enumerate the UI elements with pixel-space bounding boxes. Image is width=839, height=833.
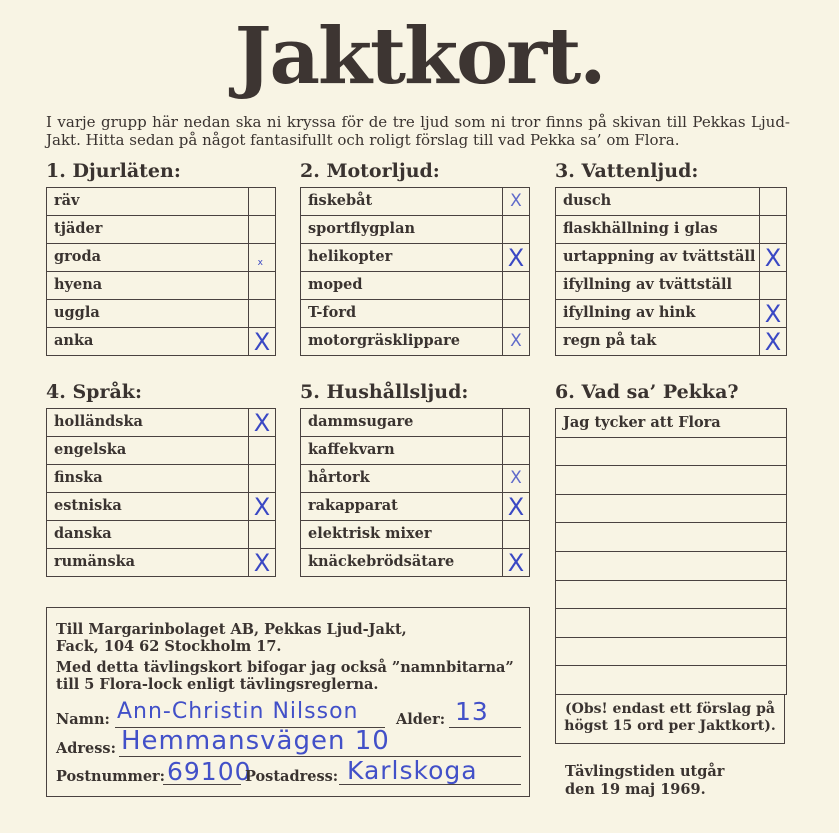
checkbox[interactable] [759, 216, 786, 243]
checkbox[interactable] [248, 272, 275, 299]
checkbox[interactable] [502, 437, 529, 464]
group-5-box [300, 408, 530, 577]
checkbox[interactable] [248, 437, 275, 464]
check-mark: X [253, 408, 271, 437]
item-label: estniska [54, 497, 122, 514]
zip-label: Postnummer: [56, 768, 166, 785]
checkbox[interactable] [248, 300, 275, 327]
item-label: engelska [54, 441, 127, 458]
list-item [556, 272, 786, 300]
check-mark: X [764, 327, 782, 356]
checkbox[interactable] [502, 465, 529, 492]
list-item [47, 409, 275, 437]
city-label: Postadress: [245, 768, 339, 785]
name-label: Namn: [56, 711, 110, 728]
checkbox[interactable] [248, 328, 275, 355]
checkbox[interactable] [502, 300, 529, 327]
deadline-line: den 19 maj 1969. [565, 781, 706, 798]
list-item [301, 437, 529, 465]
city-field[interactable]: Karlskoga [347, 756, 478, 785]
list-item [301, 465, 529, 493]
group-2-heading: 2. Motorljud: [300, 160, 440, 182]
group-3-box [555, 187, 787, 356]
checkbox[interactable] [248, 188, 275, 215]
check-mark: X [253, 492, 271, 521]
address-line: till 5 Flora-lock enligt tävlingsreglerna. [56, 676, 379, 693]
item-label: urtappning av tvättställ [563, 248, 756, 265]
list-item [47, 244, 275, 272]
item-label: helikopter [308, 248, 393, 265]
checkbox[interactable] [759, 188, 786, 215]
checkbox[interactable] [248, 521, 275, 548]
check-mark: X [764, 299, 782, 328]
list-item [301, 244, 529, 272]
street-field[interactable]: Hemmansvägen 10 [121, 726, 390, 756]
list-item [301, 300, 529, 328]
list-item [556, 328, 786, 356]
name-field[interactable]: Ann-Christin Nilsson [117, 699, 359, 724]
answer-line[interactable] [556, 552, 786, 581]
answer-line[interactable] [556, 523, 786, 552]
list-item [47, 272, 275, 300]
item-label: T-ford [308, 304, 357, 321]
item-label: dammsugare [308, 413, 414, 430]
list-item [301, 549, 529, 577]
item-label: kaffekvarn [308, 441, 395, 458]
list-item [47, 328, 275, 356]
list-item [301, 216, 529, 244]
item-label: räv [54, 192, 80, 209]
deadline-line: Tävlingstiden utgår [565, 763, 725, 780]
check-mark: X [510, 331, 522, 351]
checkbox[interactable] [248, 409, 275, 436]
age-underline [449, 727, 521, 728]
list-item [47, 465, 275, 493]
answer-line[interactable] [556, 466, 786, 495]
item-label: finska [54, 469, 103, 486]
list-item [301, 521, 529, 549]
check-mark: X [507, 492, 525, 521]
checkbox[interactable] [248, 216, 275, 243]
answer-line[interactable]: Jag tycker att Flora [556, 409, 786, 438]
item-label: hårtork [308, 469, 370, 486]
check-mark: x [257, 258, 263, 268]
list-item [556, 244, 786, 272]
checkbox[interactable] [248, 244, 275, 271]
item-label: elektrisk mixer [308, 525, 432, 542]
check-mark: X [253, 327, 271, 356]
address-box [46, 607, 530, 797]
address-line: Med detta tävlingskort bifogar jag också ”namnbitarna” [56, 659, 514, 676]
item-label: sportflygplan [308, 220, 416, 237]
check-mark: X [253, 548, 271, 577]
group-3-heading: 3. Vattenljud: [555, 160, 699, 182]
item-label: ifyllning av tvättställ [563, 276, 733, 293]
item-label: hyena [54, 276, 103, 293]
item-label: anka [54, 332, 94, 349]
check-mark: X [507, 548, 525, 577]
list-item [47, 216, 275, 244]
group-1-heading: 1. Djurläten: [46, 160, 181, 182]
pekka-answer-box [555, 408, 787, 695]
list-item [47, 437, 275, 465]
checkbox[interactable] [759, 272, 786, 299]
check-mark: X [510, 191, 522, 211]
list-item [47, 549, 275, 577]
checkbox[interactable] [502, 409, 529, 436]
item-label: motorgräsklippare [308, 332, 460, 349]
group-6-heading: 6. Vad sa’ Pekka? [555, 381, 739, 403]
answer-line[interactable] [556, 609, 786, 638]
checkbox[interactable] [759, 328, 786, 355]
check-mark: X [764, 243, 782, 272]
group-4-box [46, 408, 276, 577]
item-label: holländska [54, 413, 143, 430]
checkbox[interactable] [502, 549, 529, 576]
list-item [47, 521, 275, 549]
answer-line[interactable] [556, 638, 786, 667]
list-item [556, 300, 786, 328]
deadline-text [565, 763, 724, 799]
checkbox[interactable] [502, 272, 529, 299]
address-line: Till Margarinbolaget AB, Pekkas Ljud-Jakt, [56, 621, 407, 638]
checkbox[interactable] [502, 244, 529, 271]
checkbox[interactable] [502, 188, 529, 215]
item-label: danska [54, 525, 112, 542]
checkbox[interactable] [502, 521, 529, 548]
answer-line[interactable] [556, 438, 786, 467]
checkbox[interactable] [502, 216, 529, 243]
intro-text: I varje grupp här nedan ska ni kryssa för de tre ljud som ni tror finns på skivan till Pekkas Ljud-Jakt. Hitta sedan på något fantasifullt och roligt förslag till vad Pekka sa’ om Flora. [46, 113, 790, 149]
answer-line[interactable] [556, 495, 786, 524]
list-item [556, 216, 786, 244]
item-label: knäckebrödsätare [308, 553, 455, 570]
answer-line[interactable] [556, 666, 786, 695]
item-label: tjäder [54, 220, 103, 237]
checkbox[interactable] [759, 300, 786, 327]
checkbox[interactable] [248, 465, 275, 492]
zip-field[interactable]: 69100 [167, 757, 252, 786]
age-field[interactable]: 13 [455, 697, 489, 726]
item-label: groda [54, 248, 101, 265]
item-label: fiskebåt [308, 192, 373, 209]
item-label: flaskhällning i glas [563, 220, 718, 237]
item-label: moped [308, 276, 363, 293]
checkbox[interactable] [248, 549, 275, 576]
page-title: Jaktkort. [234, 11, 605, 102]
item-label: regn på tak [563, 332, 657, 349]
group-4-heading: 4. Språk: [46, 381, 142, 403]
checkbox[interactable] [248, 493, 275, 520]
group-1-box [46, 187, 276, 356]
item-label: uggla [54, 304, 100, 321]
answer-line[interactable] [556, 581, 786, 610]
list-item [47, 188, 275, 216]
street-label: Adress: [56, 740, 116, 757]
list-item [301, 272, 529, 300]
group-2-box [300, 187, 530, 356]
list-item [47, 300, 275, 328]
checkbox[interactable] [502, 328, 529, 355]
list-item [556, 188, 786, 216]
item-label: rumänska [54, 553, 136, 570]
group-5-heading: 5. Hushållsljud: [300, 381, 469, 403]
age-label: Alder: [396, 711, 446, 728]
item-label: dusch [563, 192, 612, 209]
list-item [301, 493, 529, 521]
address-line: Fack, 104 62 Stockholm 17. [56, 638, 282, 655]
check-mark: X [510, 468, 522, 488]
check-mark: X [507, 243, 525, 272]
list-item [47, 493, 275, 521]
item-label: rakapparat [308, 497, 398, 514]
answer-note: (Obs! endast ett förslag på högst 15 ord per Jaktkort). [555, 694, 785, 744]
list-item [301, 328, 529, 356]
list-item [301, 409, 529, 437]
item-label: ifyllning av hink [563, 304, 696, 321]
list-item [301, 188, 529, 216]
checkbox[interactable] [759, 244, 786, 271]
checkbox[interactable] [502, 493, 529, 520]
